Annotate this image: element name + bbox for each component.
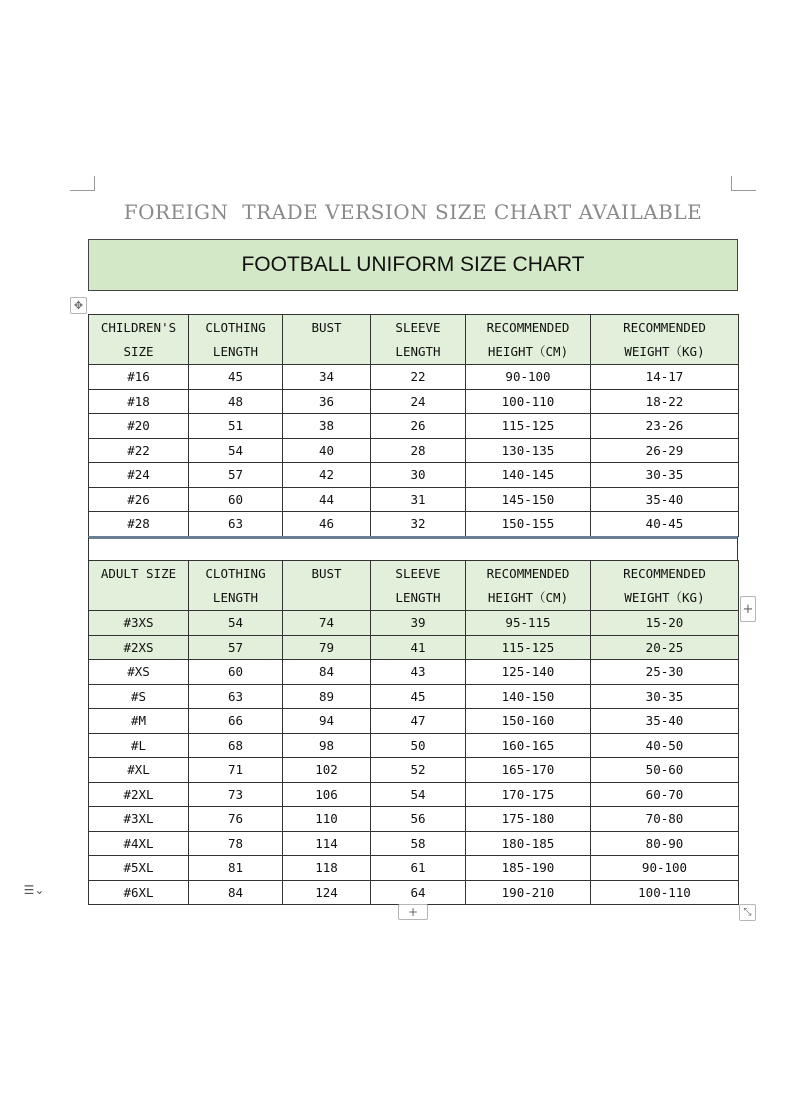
header-cell-line: CHILDREN'S xyxy=(100,320,177,335)
table-cell: 40-45 xyxy=(591,512,739,537)
table-row xyxy=(89,438,739,463)
header-cell-line: RECOMMENDED xyxy=(486,320,570,335)
header-cell xyxy=(466,315,591,365)
table-row xyxy=(89,782,739,807)
table-cell: #16 xyxy=(89,365,189,390)
table-cell: 22 xyxy=(371,365,466,390)
table-cell: 57 xyxy=(189,635,283,660)
table-cell: 115-125 xyxy=(466,635,591,660)
paragraph-menu-icon[interactable]: ☰⌄ xyxy=(20,882,48,898)
table-cell: 38 xyxy=(283,414,371,439)
table-cell: 190-210 xyxy=(466,880,591,905)
table-row xyxy=(89,684,739,709)
header-cell-line: LENGTH xyxy=(212,344,259,359)
chart-title-box xyxy=(88,239,738,291)
header-cell-line: BUST xyxy=(311,320,342,335)
table-cell: 45 xyxy=(189,365,283,390)
header-cell xyxy=(371,561,466,611)
table-cell: 35-40 xyxy=(591,487,739,512)
table-cell: 60-70 xyxy=(591,782,739,807)
table-cell: 124 xyxy=(283,880,371,905)
adult-size-table xyxy=(88,560,739,905)
table-cell: 31 xyxy=(371,487,466,512)
table-cell: #S xyxy=(89,684,189,709)
add-row-icon[interactable]: + xyxy=(398,904,428,920)
page-corner-mark-top-left xyxy=(70,176,95,191)
page-corner-mark-top-right xyxy=(731,176,756,191)
table-row xyxy=(89,660,739,685)
table-cell: 66 xyxy=(189,709,283,734)
table-cell: 30-35 xyxy=(591,463,739,488)
header-cell xyxy=(371,315,466,365)
header-cell-line: BUST xyxy=(311,566,342,581)
table-cell: 160-165 xyxy=(466,733,591,758)
header-cell xyxy=(189,561,283,611)
table-cell: 15-20 xyxy=(591,611,739,636)
table-cell: #XS xyxy=(89,660,189,685)
table-cell: 145-150 xyxy=(466,487,591,512)
table-cell: 41 xyxy=(371,635,466,660)
chart-title: FOOTBALL UNIFORM SIZE CHART xyxy=(241,253,585,276)
table-cell: 94 xyxy=(283,709,371,734)
table-cell: 60 xyxy=(189,487,283,512)
table-cell: 54 xyxy=(371,782,466,807)
header-cell xyxy=(466,561,591,611)
table-cell: #3XL xyxy=(89,807,189,832)
table-row xyxy=(89,807,739,832)
table-header-row xyxy=(89,315,739,365)
table-cell: 110 xyxy=(283,807,371,832)
header-cell-line: RECOMMENDED xyxy=(623,566,706,581)
table-cell: 50-60 xyxy=(591,758,739,783)
table-cell: 76 xyxy=(189,807,283,832)
table-cell: #2XS xyxy=(89,635,189,660)
table-cell: 100-110 xyxy=(466,389,591,414)
table-row xyxy=(89,365,739,390)
table-cell: #3XS xyxy=(89,611,189,636)
table-cell: 71 xyxy=(189,758,283,783)
table-cell: #2XL xyxy=(89,782,189,807)
table-cell: 73 xyxy=(189,782,283,807)
table-cell: 68 xyxy=(189,733,283,758)
header-cell-line: LENGTH xyxy=(212,590,259,605)
table-cell: 28 xyxy=(371,438,466,463)
header-cell-line: RECOMMENDED xyxy=(623,320,706,335)
table-cell: 20-25 xyxy=(591,635,739,660)
table-cell: #28 xyxy=(89,512,189,537)
table-cell: 106 xyxy=(283,782,371,807)
table-cell: #L xyxy=(89,733,189,758)
table-cell: 118 xyxy=(283,856,371,881)
table-cell: 63 xyxy=(189,684,283,709)
table-cell: 35-40 xyxy=(591,709,739,734)
header-cell xyxy=(591,315,739,365)
table-cell: 26-29 xyxy=(591,438,739,463)
table-cell: 100-110 xyxy=(591,880,739,905)
table-cell: 170-175 xyxy=(466,782,591,807)
table-cell: 61 xyxy=(371,856,466,881)
table-cell: 130-135 xyxy=(466,438,591,463)
table-cell: 74 xyxy=(283,611,371,636)
table-cell: #M xyxy=(89,709,189,734)
table-row xyxy=(89,758,739,783)
header-cell-line: WEIGHT（KG) xyxy=(624,590,705,605)
table-cell: #20 xyxy=(89,414,189,439)
table-cell: 36 xyxy=(283,389,371,414)
table-cell: #4XL xyxy=(89,831,189,856)
table-row xyxy=(89,463,739,488)
header-cell-line: RECOMMENDED xyxy=(486,566,570,581)
table-cell: #24 xyxy=(89,463,189,488)
table-cell: 165-170 xyxy=(466,758,591,783)
table-separator xyxy=(88,536,738,562)
table-row xyxy=(89,856,739,881)
table-cell: 84 xyxy=(283,660,371,685)
table-cell: 54 xyxy=(189,611,283,636)
table-row xyxy=(89,880,739,905)
table-cell: 57 xyxy=(189,463,283,488)
table-cell: 78 xyxy=(189,831,283,856)
table-row xyxy=(89,512,739,537)
table-cell: 89 xyxy=(283,684,371,709)
header-cell xyxy=(283,315,371,365)
table-cell: 70-80 xyxy=(591,807,739,832)
table-row xyxy=(89,733,739,758)
table-row xyxy=(89,414,739,439)
table-cell: #22 xyxy=(89,438,189,463)
table-cell: 14-17 xyxy=(591,365,739,390)
table-cell: 98 xyxy=(283,733,371,758)
table-cell: #6XL xyxy=(89,880,189,905)
table-cell: 42 xyxy=(283,463,371,488)
header-cell-line: HEIGHT（CM) xyxy=(487,590,569,605)
table-cell: 34 xyxy=(283,365,371,390)
table-cell: 114 xyxy=(283,831,371,856)
table-cell: 140-145 xyxy=(466,463,591,488)
header-cell-line: WEIGHT（KG) xyxy=(624,344,705,359)
header-cell xyxy=(283,561,371,611)
table-cell: 84 xyxy=(189,880,283,905)
table-cell: 26 xyxy=(371,414,466,439)
header-cell-line: SLEEVE xyxy=(395,320,441,335)
table-cell: 56 xyxy=(371,807,466,832)
table-cell: 48 xyxy=(189,389,283,414)
table-cell: 102 xyxy=(283,758,371,783)
header-cell-line: SIZE xyxy=(123,344,154,359)
table-cell: 30-35 xyxy=(591,684,739,709)
table-cell: 81 xyxy=(189,856,283,881)
table-cell: 52 xyxy=(371,758,466,783)
table-cell: 46 xyxy=(283,512,371,537)
header-cell xyxy=(89,561,189,611)
table-resize-icon[interactable]: ⤡ xyxy=(739,904,756,921)
table-cell: #5XL xyxy=(89,856,189,881)
table-cell: 51 xyxy=(189,414,283,439)
table-cell: 180-185 xyxy=(466,831,591,856)
table-cell: 140-150 xyxy=(466,684,591,709)
table-cell: #18 xyxy=(89,389,189,414)
table-cell: 150-160 xyxy=(466,709,591,734)
header-cell-line: LENGTH xyxy=(395,344,441,359)
table-cell: 185-190 xyxy=(466,856,591,881)
table-cell: 60 xyxy=(189,660,283,685)
table-cell: 125-140 xyxy=(466,660,591,685)
table-cell: 63 xyxy=(189,512,283,537)
header-cell-line: CLOTHING xyxy=(205,566,266,581)
table-cell: 95-115 xyxy=(466,611,591,636)
table-row xyxy=(89,709,739,734)
table-header-row xyxy=(89,561,739,611)
table-cell: 64 xyxy=(371,880,466,905)
header-cell-line: CLOTHING xyxy=(205,320,266,335)
header-cell-line: SLEEVE xyxy=(395,566,441,581)
table-cell: 115-125 xyxy=(466,414,591,439)
table-cell: 43 xyxy=(371,660,466,685)
table-cell: 39 xyxy=(371,611,466,636)
table-cell: 54 xyxy=(189,438,283,463)
table-cell: 40-50 xyxy=(591,733,739,758)
table-cell: 50 xyxy=(371,733,466,758)
table-cell: 90-100 xyxy=(466,365,591,390)
add-column-icon[interactable]: + xyxy=(740,596,756,622)
children-size-table xyxy=(88,314,739,537)
header-cell-line: LENGTH xyxy=(395,590,441,605)
table-cell: 45 xyxy=(371,684,466,709)
table-cell: 58 xyxy=(371,831,466,856)
table-row xyxy=(89,487,739,512)
header-cell xyxy=(591,561,739,611)
header-cell-line: HEIGHT（CM) xyxy=(487,344,569,359)
header-cell xyxy=(89,315,189,365)
table-cell: 23-26 xyxy=(591,414,739,439)
page-heading: FOREIGN TRADE VERSION SIZE CHART AVAILABLE xyxy=(123,200,703,224)
table-cell: 90-100 xyxy=(591,856,739,881)
table-cell: 30 xyxy=(371,463,466,488)
table-cell: 32 xyxy=(371,512,466,537)
table-cell: 40 xyxy=(283,438,371,463)
table-cell: #26 xyxy=(89,487,189,512)
table-cell: 175-180 xyxy=(466,807,591,832)
table-cell: 79 xyxy=(283,635,371,660)
table-cell: #XL xyxy=(89,758,189,783)
table-cell: 24 xyxy=(371,389,466,414)
table-row xyxy=(89,635,739,660)
table-row xyxy=(89,611,739,636)
table-cell: 18-22 xyxy=(591,389,739,414)
table-cell: 44 xyxy=(283,487,371,512)
header-cell xyxy=(189,315,283,365)
header-cell-line: ADULT SIZE xyxy=(100,566,177,581)
table-cell: 47 xyxy=(371,709,466,734)
table-move-icon[interactable]: ✥ xyxy=(70,297,87,314)
table-cell: 25-30 xyxy=(591,660,739,685)
table-row xyxy=(89,831,739,856)
table-row xyxy=(89,389,739,414)
table-cell: 150-155 xyxy=(466,512,591,537)
table-cell: 80-90 xyxy=(591,831,739,856)
